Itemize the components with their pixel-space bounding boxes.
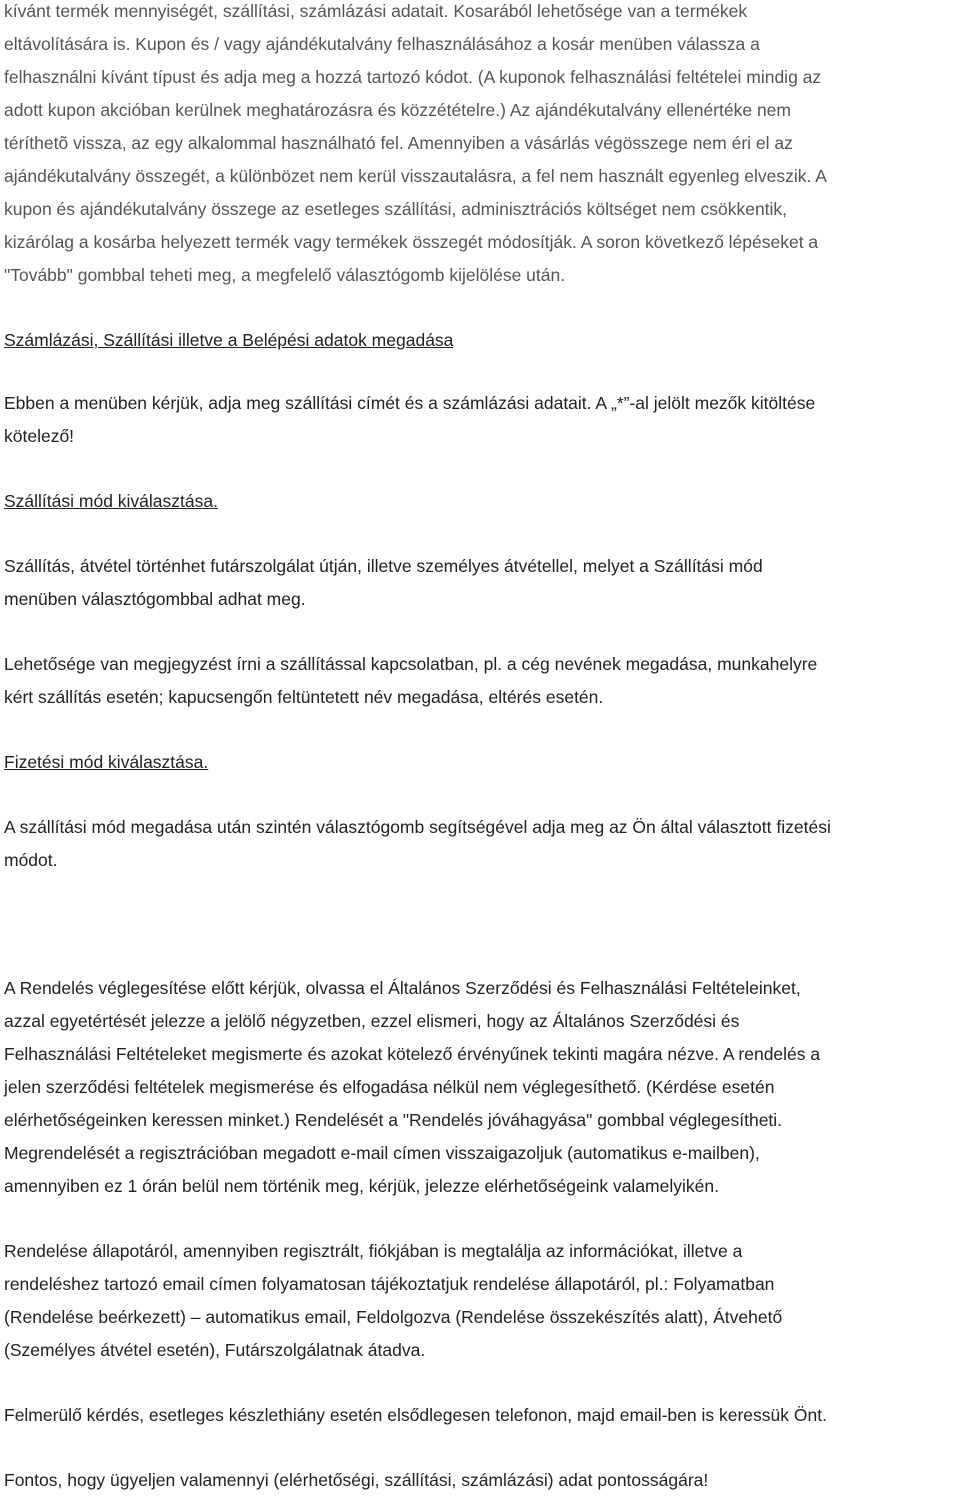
- finalize-line: A Rendelés véglegesítése előtt kérjük, olvassa el Általános Szerződési és Felhasználási Feltételeinket,: [4, 978, 801, 998]
- finalize-line: elérhetőségeinken keressen minket.) Rendelését a "Rendelés jóváhagyása" gombbal véglegesítheti.: [4, 1110, 783, 1130]
- payment-line: A szállítási mód megadása után szintén választógomb segítségével adja meg az Ön által választott fizetési: [4, 817, 831, 837]
- status-line: rendeléshez tartozó email címen folyamatosan tájékoztatjuk rendelése állapotáról, pl.: Folyamatban: [4, 1274, 775, 1294]
- contact-line: Felmerülő kérdés, esetleges készlethiány esetén elsődlegesen telefonon, majd email-ben is keressük Önt.: [4, 1405, 827, 1425]
- shipping-section: [4, 485, 956, 518]
- intro-paragraph: [4, 0, 956, 292]
- intro-line: kizárólag a kosárba helyezett termék vagy termékek összegét módosítják. A soron következő lépéseket a: [4, 232, 819, 252]
- finalize-line: jelen szerződési feltételek megismerése és elfogadása nélkül nem véglegesíthető. (Kérdése esetén: [4, 1077, 775, 1097]
- status-line: (Személyes átvétel esetén), Futárszolgálatnak átadva.: [4, 1340, 426, 1360]
- payment-heading: Fizetési mód kiválasztása.: [4, 752, 209, 772]
- intro-line: téríthetõ vissza, az egy alkalommal használható fel. Amennyiben a vásárlás végösszege nem éri el az: [4, 133, 793, 153]
- billing-line: Ebben a menüben kérjük, adja meg szállítási címét és a számlázási adatait. A „*”-al jelölt mezők kitöltése: [4, 393, 816, 413]
- status-paragraph: [4, 1235, 956, 1367]
- billing-line: kötelező!: [4, 426, 75, 446]
- shipping-line: menüben választógombbal adhat meg.: [4, 589, 306, 609]
- finalize-line: azzal egyetértését jelezze a jelölő négyzetben, ezzel elismeri, hogy az Általános Szerződési és: [4, 1011, 740, 1031]
- finalize-paragraph: [4, 972, 956, 1203]
- intro-line: kupon és ajándékutalvány összege az esetleges szállítási, adminisztrációs költséget nem csökkentik,: [4, 199, 788, 219]
- closing-line: Fontos, hogy ügyeljen valamennyi (elérhetőségi, szállítási, számlázási) adat pontosságára!: [4, 1470, 709, 1490]
- document-page: [4, 0, 956, 1497]
- billing-paragraph: [4, 387, 956, 453]
- intro-line: kívánt termék mennyiségét, szállítási, számlázási adatait. Kosarából lehetősége van a termékek: [4, 1, 748, 21]
- intro-line: felhasználni kívánt típust és adja meg a hozzá tartozó kódot. (A kuponok felhasználási feltételei mindig az: [4, 67, 822, 87]
- shipping-line: kért szállítás esetén; kapucsengőn feltüntetett név megadása, eltérés esetén.: [4, 687, 604, 707]
- payment-line: módot.: [4, 850, 58, 870]
- shipping-heading: Szállítási mód kiválasztása.: [4, 491, 218, 511]
- shipping-line: Szállítás, átvétel történhet futárszolgálat útján, illetve személyes átvétellel, melyet a Szállítási mód: [4, 556, 763, 576]
- status-line: (Rendelése beérkezett) – automatikus email, Feldolgozva (Rendelése összekészítés alatt), Átvehető: [4, 1307, 783, 1327]
- shipping-paragraph-1: [4, 550, 956, 616]
- shipping-paragraph-2: [4, 648, 956, 714]
- intro-line: eltávolítására is. Kupon és / vagy ajándékutalvány felhasználásához a kosár menüben válassza a: [4, 34, 760, 54]
- intro-line: "Tovább" gombbal teheti meg, a megfelelő választógomb kijelölése után.: [4, 265, 566, 285]
- intro-line: ajándékutalvány összegét, a különbözet nem kerül visszautalásra, a fel nem használt egyenleg elveszik. A: [4, 166, 827, 186]
- intro-line: adott kupon akcióban kerülnek meghatározásra és közzétételre.) Az ajándékutalvány ellenértéke nem: [4, 100, 791, 120]
- payment-paragraph: [4, 811, 956, 877]
- finalize-line: amennyiben ez 1 órán belül nem történik meg, kérjük, jelezze elérhetőségeink valamelyikén.: [4, 1176, 719, 1196]
- contact-paragraph: [4, 1399, 956, 1432]
- billing-heading: Számlázási, Szállítási illetve a Belépési adatok megadása: [4, 330, 454, 350]
- status-line: Rendelése állapotáról, amennyiben regisztrált, fiókjában is megtalálja az információkat, illetve a: [4, 1241, 743, 1261]
- billing-section: [4, 324, 956, 357]
- finalize-line: Felhasználási Feltételeket megismerte és azokat kötelező érvényűnek tekinti magára nézve. A rendelés a: [4, 1044, 821, 1064]
- shipping-line: Lehetősége van megjegyzést írni a szállítással kapcsolatban, pl. a cég nevének megadása, munkahelyre: [4, 654, 818, 674]
- closing-paragraph: [4, 1464, 956, 1497]
- payment-section: [4, 746, 956, 779]
- finalize-line: Megrendelését a regisztrációban megadott e-mail címen visszaigazoljuk (automatikus e-mailben),: [4, 1143, 760, 1163]
